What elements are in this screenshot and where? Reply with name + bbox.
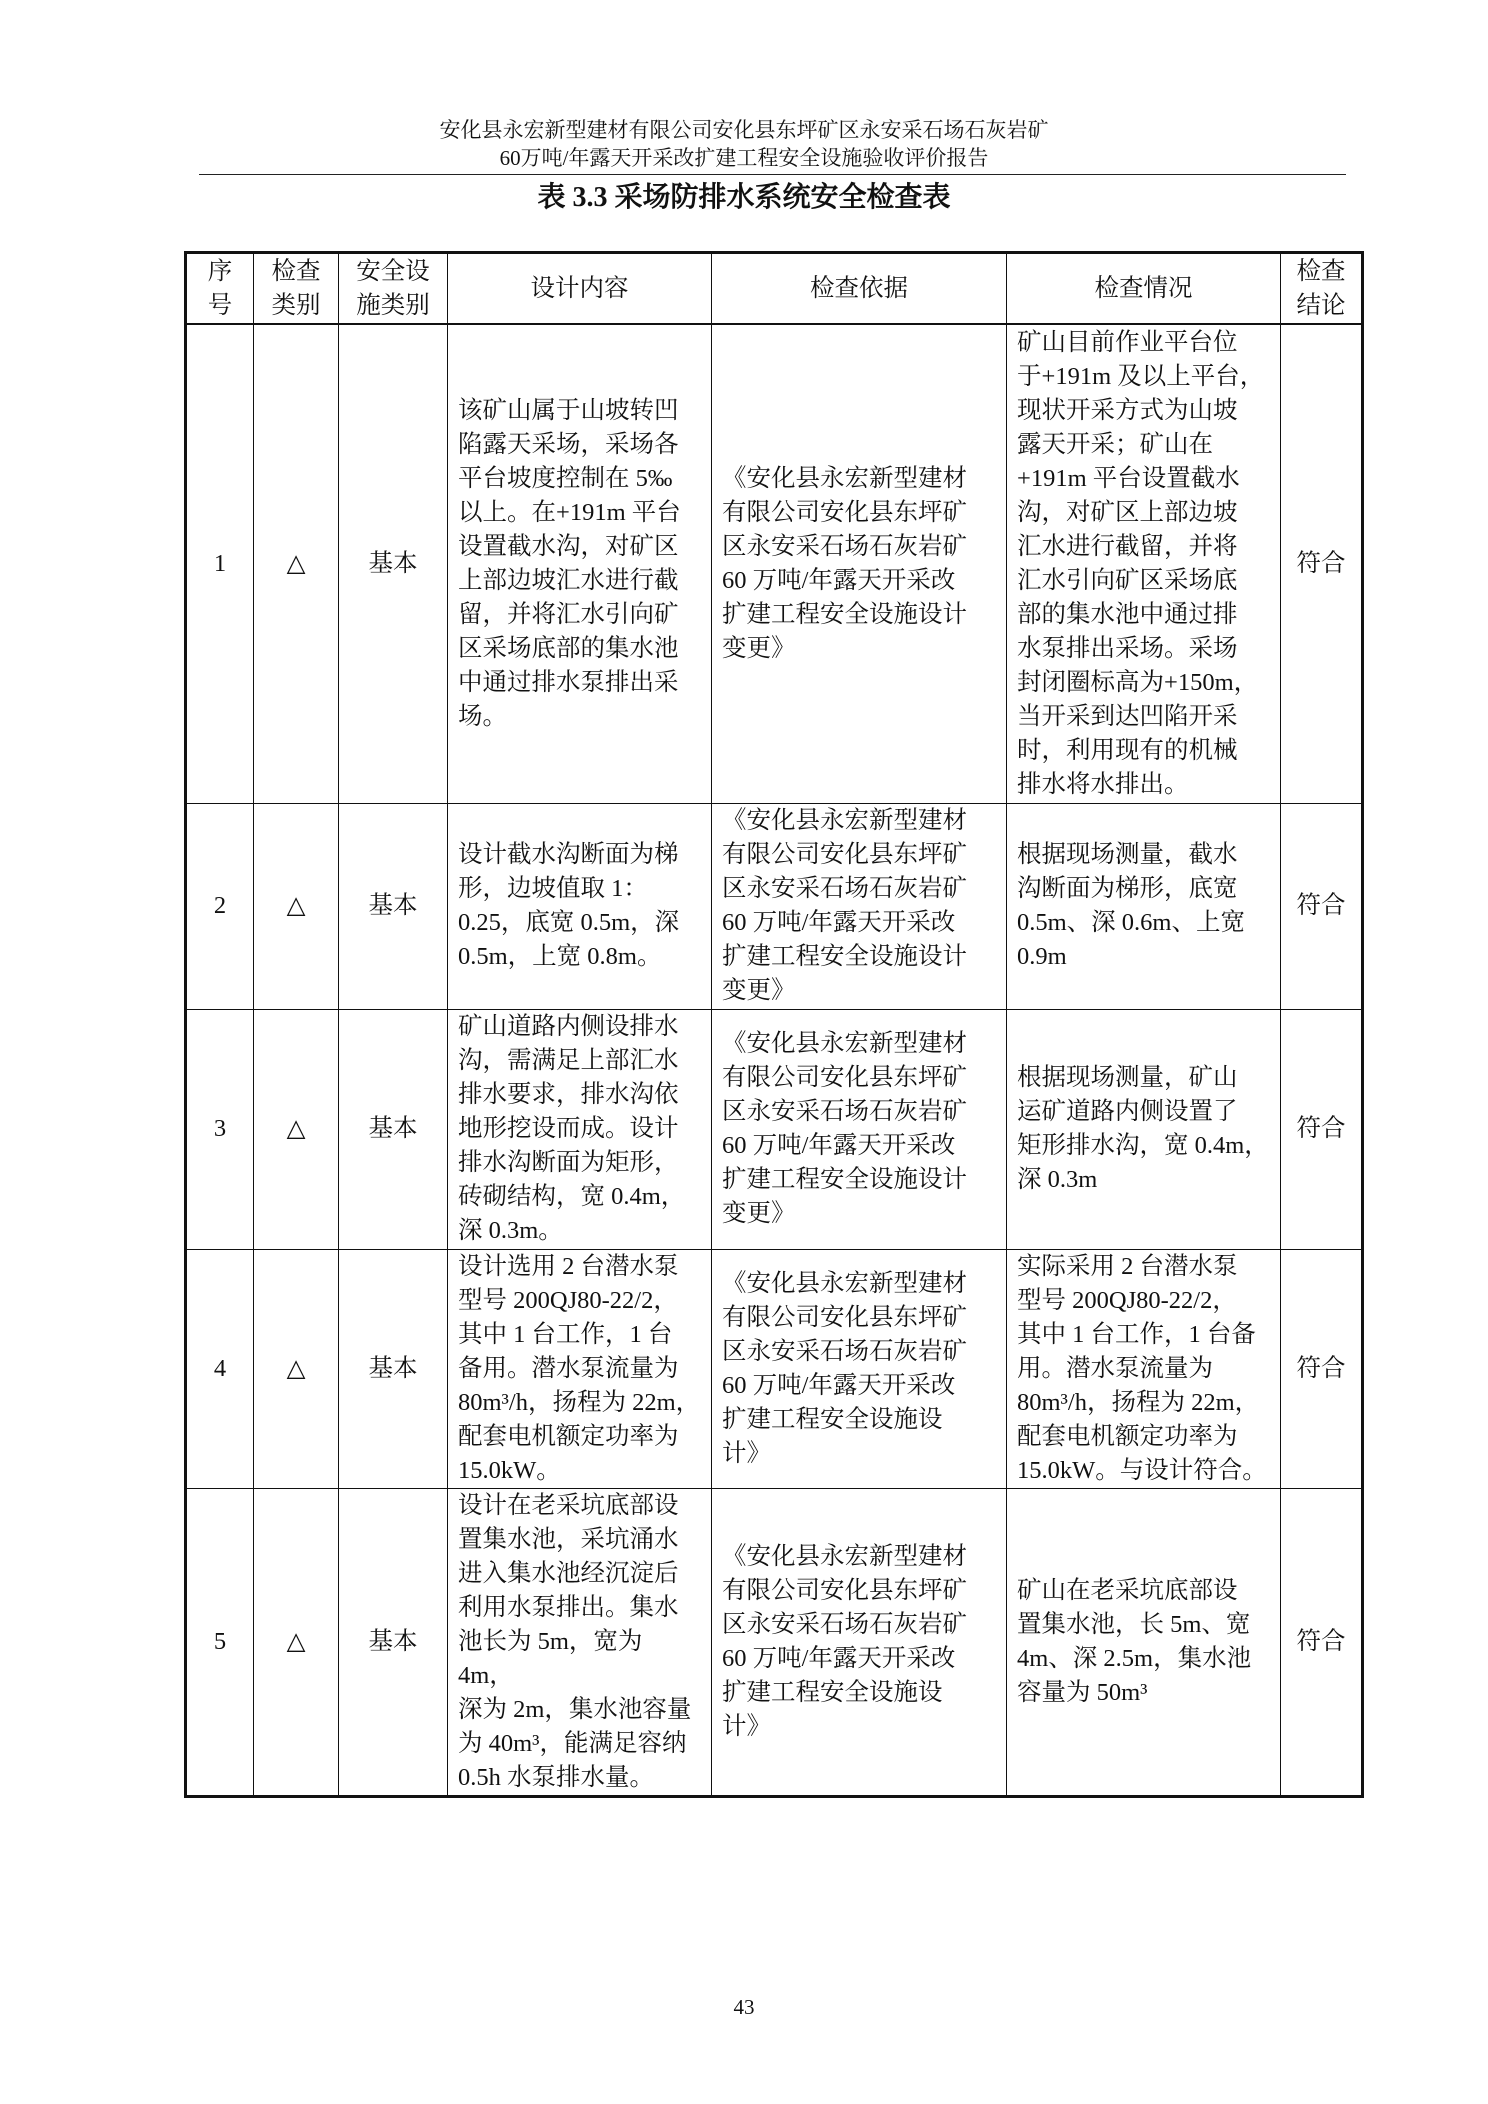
- cell-check-type: △: [254, 1009, 339, 1249]
- table-row: [186, 324, 1363, 803]
- table-title: 表 3.3 采场防排水系统安全检查表: [537, 182, 951, 213]
- header-check-basis: 检查依据: [712, 253, 1007, 325]
- running-header-line1: 安化县永宏新型建材有限公司安化县东坪矿区永安采石场石灰岩矿: [439, 118, 1049, 142]
- cell-facility-category: 基本: [339, 1488, 448, 1796]
- running-header-line2: 60万吨/年露天开采改扩建工程安全设施验收评价报告: [499, 146, 989, 170]
- table-header-row: [186, 253, 1363, 325]
- cell-row-number: 3: [186, 1009, 254, 1249]
- cell-check-result: 符合: [1281, 1488, 1363, 1796]
- cell-check-basis: 《安化县永宏新型建材 有限公司安化县东坪矿 区永安采石场石灰岩矿 60 万吨/年露天开采改 扩建工程安全设施设 计》: [712, 1488, 1007, 1796]
- header-facility-category: 安全设 施类别: [339, 253, 448, 325]
- cell-facility-category: 基本: [339, 324, 448, 803]
- cell-check-basis: 《安化县永宏新型建材 有限公司安化县东坪矿 区永安采石场石灰岩矿 60 万吨/年露天开采改 扩建工程安全设施设计 变更》: [712, 803, 1007, 1009]
- cell-check-status: 根据现场测量，矿山 运矿道路内侧设置了 矩形排水沟，宽 0.4m， 深 0.3m: [1007, 1009, 1281, 1249]
- cell-check-basis: 《安化县永宏新型建材 有限公司安化县东坪矿 区永安采石场石灰岩矿 60 万吨/年露天开采改 扩建工程安全设施设计 变更》: [712, 1009, 1007, 1249]
- cell-design-content: 该矿山属于山坡转凹 陷露天采场，采场各 平台坡度控制在 5‰ 以上。在+191m 平台 设置截水沟，对矿区 上部边坡汇水进行截 留，并将汇水引向矿 区采场底部的集水池 中通过排水泵排出采 场。: [448, 324, 712, 803]
- cell-design-content: 设计选用 2 台潜水泵 型号 200QJ80-22/2， 其中 1 台工作，1 台 备用。潜水泵流量为 80m³/h，扬程为 22m， 配套电机额定功率为 15.0kW。: [448, 1249, 712, 1488]
- cell-row-number: 1: [186, 324, 254, 803]
- cell-design-content: 设计在老采坑底部设 置集水池，采坑涌水 进入集水池经沉淀后 利用水泵排出。集水 池长为 5m，宽为 4m， 深为 2m，集水池容量 为 40m³，能满足容纳 0.5h 水泵排水量。: [448, 1488, 712, 1796]
- table-row: [186, 1009, 1363, 1249]
- cell-check-type: △: [254, 1488, 339, 1796]
- drainage-safety-check-table: [184, 251, 1364, 1798]
- table-row: [186, 1249, 1363, 1488]
- page-number: 43: [733, 1995, 755, 2019]
- cell-check-result: 符合: [1281, 1009, 1363, 1249]
- cell-row-number: 4: [186, 1249, 254, 1488]
- cell-check-type: △: [254, 1249, 339, 1488]
- header-check-result: 检查 结论: [1281, 253, 1363, 325]
- cell-row-number: 2: [186, 803, 254, 1009]
- header-rule: [199, 174, 1346, 175]
- cell-check-basis: 《安化县永宏新型建材 有限公司安化县东坪矿 区永安采石场石灰岩矿 60 万吨/年露天开采改 扩建工程安全设施设 计》: [712, 1249, 1007, 1488]
- cell-check-result: 符合: [1281, 324, 1363, 803]
- header-no: 序 号: [186, 253, 254, 325]
- cell-check-result: 符合: [1281, 803, 1363, 1009]
- cell-check-status: 根据现场测量，截水 沟断面为梯形，底宽 0.5m、深 0.6m、上宽 0.9m: [1007, 803, 1281, 1009]
- header-check-status: 检查情况: [1007, 253, 1281, 325]
- cell-check-status: 矿山在老采坑底部设 置集水池，长 5m、宽 4m、深 2.5m，集水池 容量为 50m³: [1007, 1488, 1281, 1796]
- cell-facility-category: 基本: [339, 1249, 448, 1488]
- cell-check-type: △: [254, 324, 339, 803]
- cell-facility-category: 基本: [339, 803, 448, 1009]
- header-design-content: 设计内容: [448, 253, 712, 325]
- cell-check-result: 符合: [1281, 1249, 1363, 1488]
- table-row: [186, 1488, 1363, 1796]
- cell-check-basis: 《安化县永宏新型建材 有限公司安化县东坪矿 区永安采石场石灰岩矿 60 万吨/年露天开采改 扩建工程安全设施设计 变更》: [712, 324, 1007, 803]
- cell-check-status: 矿山目前作业平台位 于+191m 及以上平台， 现状开采方式为山坡 露天开采；矿山在 +191m 平台设置截水 沟，对矿区上部边坡 汇水进行截留，并将 汇水引向矿区采场底 部的集水池中通过排 水泵排出采场。采场 封闭圈标高为+150m， 当开采到达凹陷开采 时，利用现有的机械 排水将水排出。: [1007, 324, 1281, 803]
- cell-row-number: 5: [186, 1488, 254, 1796]
- table-row: [186, 803, 1363, 1009]
- cell-design-content: 矿山道路内侧设排水 沟，需满足上部汇水 排水要求，排水沟依 地形挖设而成。设计 排水沟断面为矩形， 砖砌结构，宽 0.4m， 深 0.3m。: [448, 1009, 712, 1249]
- cell-facility-category: 基本: [339, 1009, 448, 1249]
- cell-check-type: △: [254, 803, 339, 1009]
- cell-check-status: 实际采用 2 台潜水泵 型号 200QJ80-22/2， 其中 1 台工作，1 台备 用。潜水泵流量为 80m³/h，扬程为 22m， 配套电机额定功率为 15.0kW。与设计符合。: [1007, 1249, 1281, 1488]
- header-check-type: 检查 类别: [254, 253, 339, 325]
- cell-design-content: 设计截水沟断面为梯 形，边坡值取 1： 0.25，底宽 0.5m，深 0.5m，上宽 0.8m。: [448, 803, 712, 1009]
